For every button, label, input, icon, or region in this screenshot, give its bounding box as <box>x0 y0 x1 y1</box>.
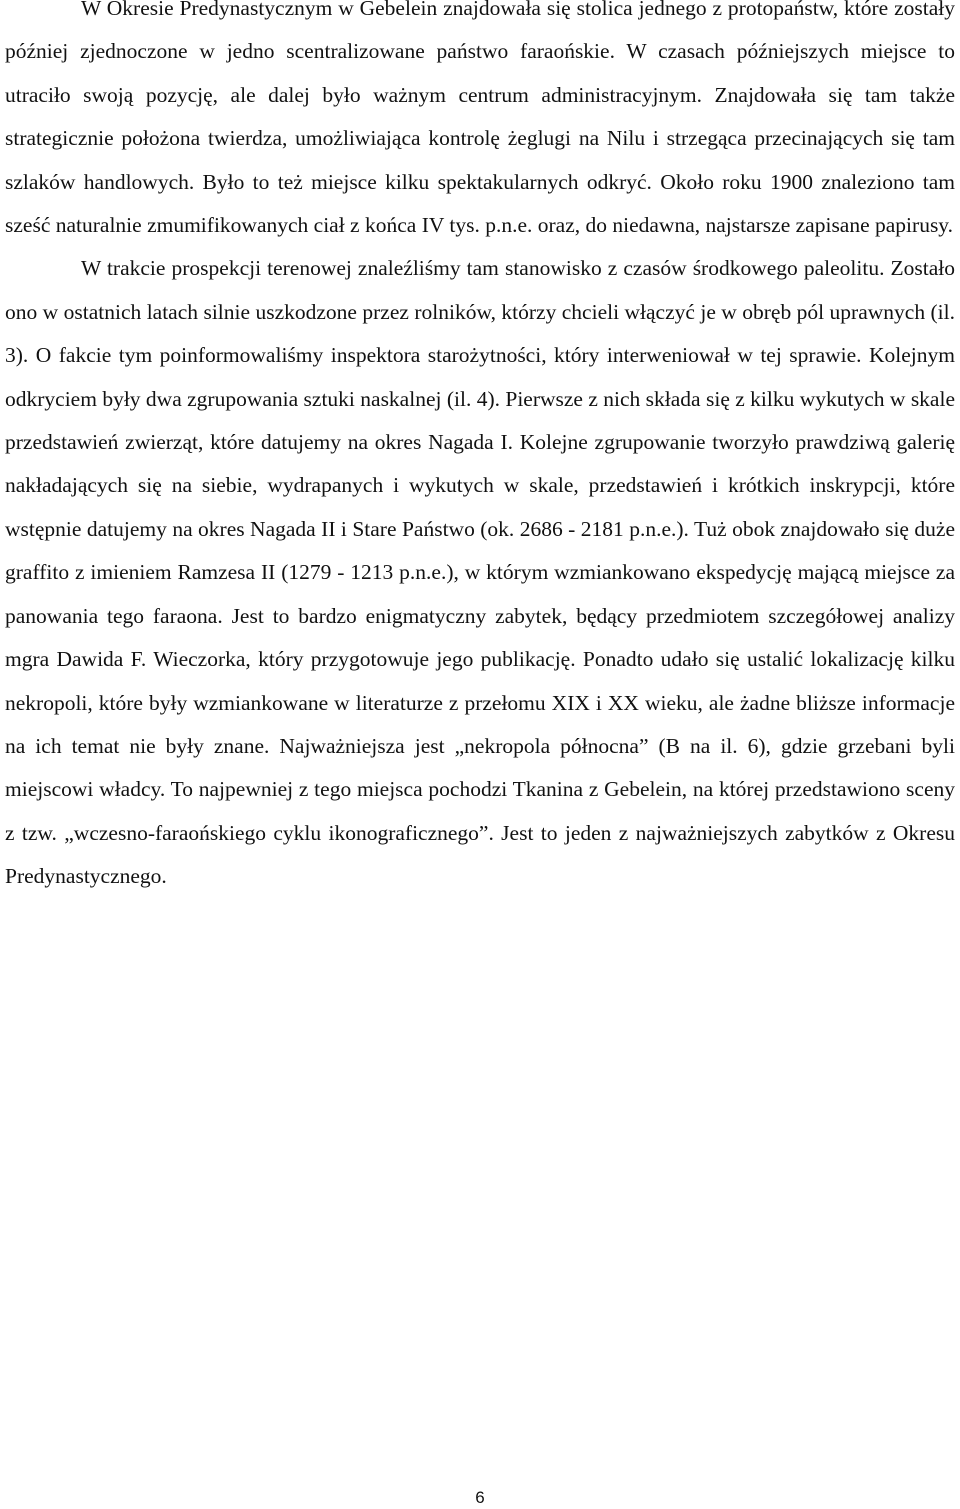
page-number: 6 <box>475 1488 485 1507</box>
document-page <box>5 0 955 899</box>
paragraph-gebelein-history: W Okresie Predynastycznym w Gebelein znajdowała się stolica jednego z protopaństw, które zostały później zjednoczone w jedno scentralizowane państwo faraońskie. W czasach późniejszych miejsce to utraciło swoją pozycję, ale dalej było ważnym centrum administracyjnym. Znajdowała się tam także strategicznie położona twierdza, umożliwiająca kontrolę żeglugi na Nilu i strzegąca przecinających się tam szlaków handlowych. Było to też miejsce kilku spektakularnych odkryć. Około roku 1900 znaleziono tam sześć naturalnie zmumifikowanych ciał z końca IV tys. p.n.e. oraz, do niedawna, najstarsze zapisane papirusy. <box>5 0 955 238</box>
paragraph-field-survey: W trakcie prospekcji terenowej znaleźliśmy tam stanowisko z czasów środkowego paleolitu. Zostało ono w ostatnich latach silnie uszkodzone przez rolników, którzy chcieli włączyć je w obręb pól uprawnych (il. 3). O fakcie tym poinformowaliśmy inspektora starożytności, który interweniował w tej sprawie. Kolejnym odkryciem były dwa zgrupowania sztuki naskalnej (il. 4). Pierwsze z nich składa się z kilku wykutych w skale przedstawień zwierząt, które datujemy na okres Nagada I. Kolejne zgrupowanie tworzyło prawdziwą galerię nakładających się na siebie, wydrapanych i wykutych w skale, przedstawień i krótkich inskrypcji, które wstępnie datujemy na okres Nagada II i Stare Państwo (ok. 2686 - 2181 p.n.e.). Tuż obok znajdowało się duże graffito z imieniem Ramzesa II (1279 - 1213 p.n.e.), w którym wzmiankowano ekspedycję mającą miejsce za panowania tego faraona. Jest to bardzo enigmatyczny zabytek, będący przedmiotem szczegółowej analizy mgra Dawida F. Wieczorka, który przygotowuje jego publikację. Ponadto udało się ustalić lokalizację kilku nekropoli, które były wzmiankowane w literaturze z przełomu XIX i XX wieku, ale żadne bliższe informacje na ich temat nie były znane. Najważniejsza jest „nekropola północna” (B na il. 6), gdzie grzebani byli miejscowi władcy. To najpewniej z tego miejsca pochodzi Tkanina z Gebelein, na której przedstawiono sceny z tzw. „wczesno-faraońskiego cyklu ikonograficznego”. Jest to jeden z najważniejszych zabytków z Okresu Predynastycznego. <box>5 256 955 889</box>
